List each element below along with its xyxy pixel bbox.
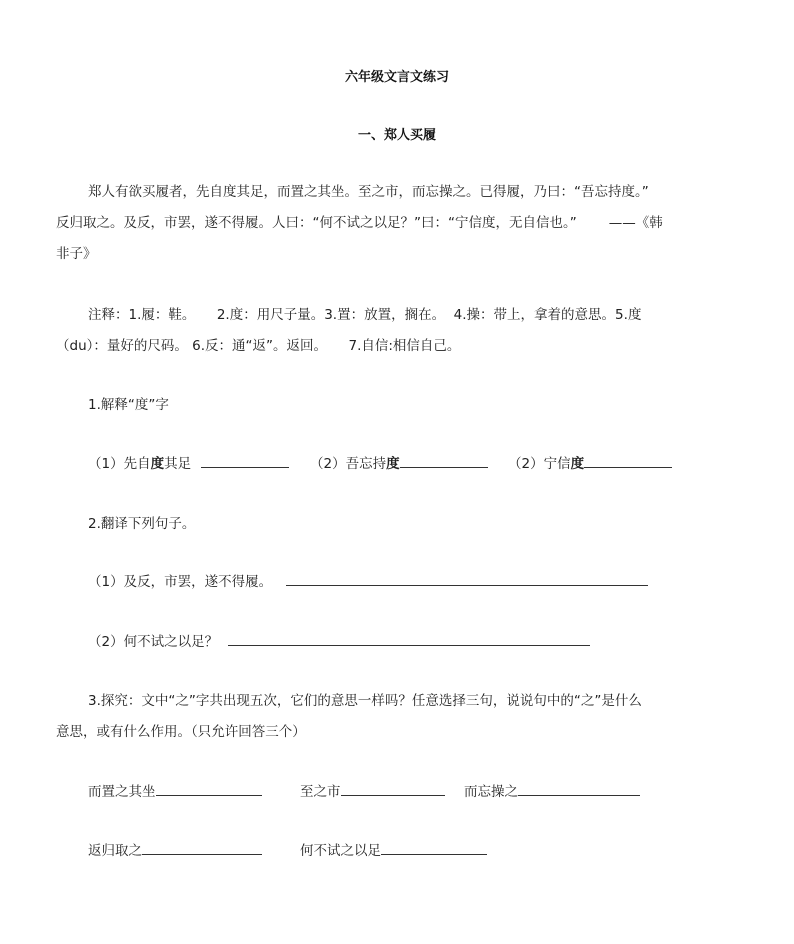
q3-line-2: 意思，或有什么作用。（只允许回答三个） xyxy=(56,724,306,740)
q1-answer-blank-3[interactable] xyxy=(584,455,672,468)
notes-line-1: 注释：1.履：鞋。 2.度：用尺子量。3.置：放置，搁在。 4.操：带上，拿着的意思。5.度 xyxy=(88,307,642,323)
page-title: 六年级文言文练习 xyxy=(344,70,449,85)
passage-line-3: 非子》 xyxy=(56,246,97,262)
q1-answer-blank-1[interactable] xyxy=(201,455,289,468)
q2-sentence-2: （2）何不试之以足？ xyxy=(88,630,590,650)
section-title: 一、郑人买履 xyxy=(357,128,436,143)
q2-sentence-1: （1）及反，市罢，遂不得履。 xyxy=(88,570,648,590)
q1-label: 1.解释“度”字 xyxy=(88,397,169,413)
passage-line-1: 郑人有欲买履者，先自度其足，而置之其坐。至之市，而忘操之。已得履，乃曰：“吾忘持度。” xyxy=(88,184,649,200)
q1-item-3: （2）宁信度 xyxy=(508,452,672,472)
q3-phrase-2: 至之市 xyxy=(300,780,445,800)
q3-answer-blank-4[interactable] xyxy=(142,842,262,855)
q3-phrase-1: 而置之其坐 xyxy=(88,780,262,800)
q3-answer-blank-1[interactable] xyxy=(156,783,262,796)
q3-phrase-3: 而忘操之 xyxy=(464,780,640,800)
passage-source: ——《韩 xyxy=(608,215,663,231)
q3-answer-blank-3[interactable] xyxy=(518,783,640,796)
q1-answer-blank-2[interactable] xyxy=(400,455,488,468)
q2-answer-blank-2[interactable] xyxy=(228,633,590,646)
q1-item-2: （2）吾忘持度 xyxy=(310,452,488,472)
q3-answer-blank-2[interactable] xyxy=(341,783,445,796)
q2-answer-blank-1[interactable] xyxy=(286,573,648,586)
q3-line-1: 3.探究：文中“之”字共出现五次，它们的意思一样吗？任意选择三句，说说句中的“之”是什么 xyxy=(88,693,642,709)
q3-phrase-4: 返归取之 xyxy=(88,839,262,859)
q2-label: 2.翻译下列句子。 xyxy=(88,516,196,532)
q3-phrase-5: 何不试之以足 xyxy=(300,839,487,859)
notes-line-2: （du）：量好的尺码。 6.反：通“返”。返回。 7.自信:相信自己。 xyxy=(56,338,461,354)
q3-answer-blank-5[interactable] xyxy=(381,842,487,855)
passage-line-2 xyxy=(56,211,746,231)
passage-line-2-text: 反归取之。及反，市罢，遂不得履。人曰：“何不试之以足？”曰：“宁信度，无自信也。” xyxy=(56,215,577,231)
q1-item-1: （1）先自度其足 xyxy=(88,452,289,472)
